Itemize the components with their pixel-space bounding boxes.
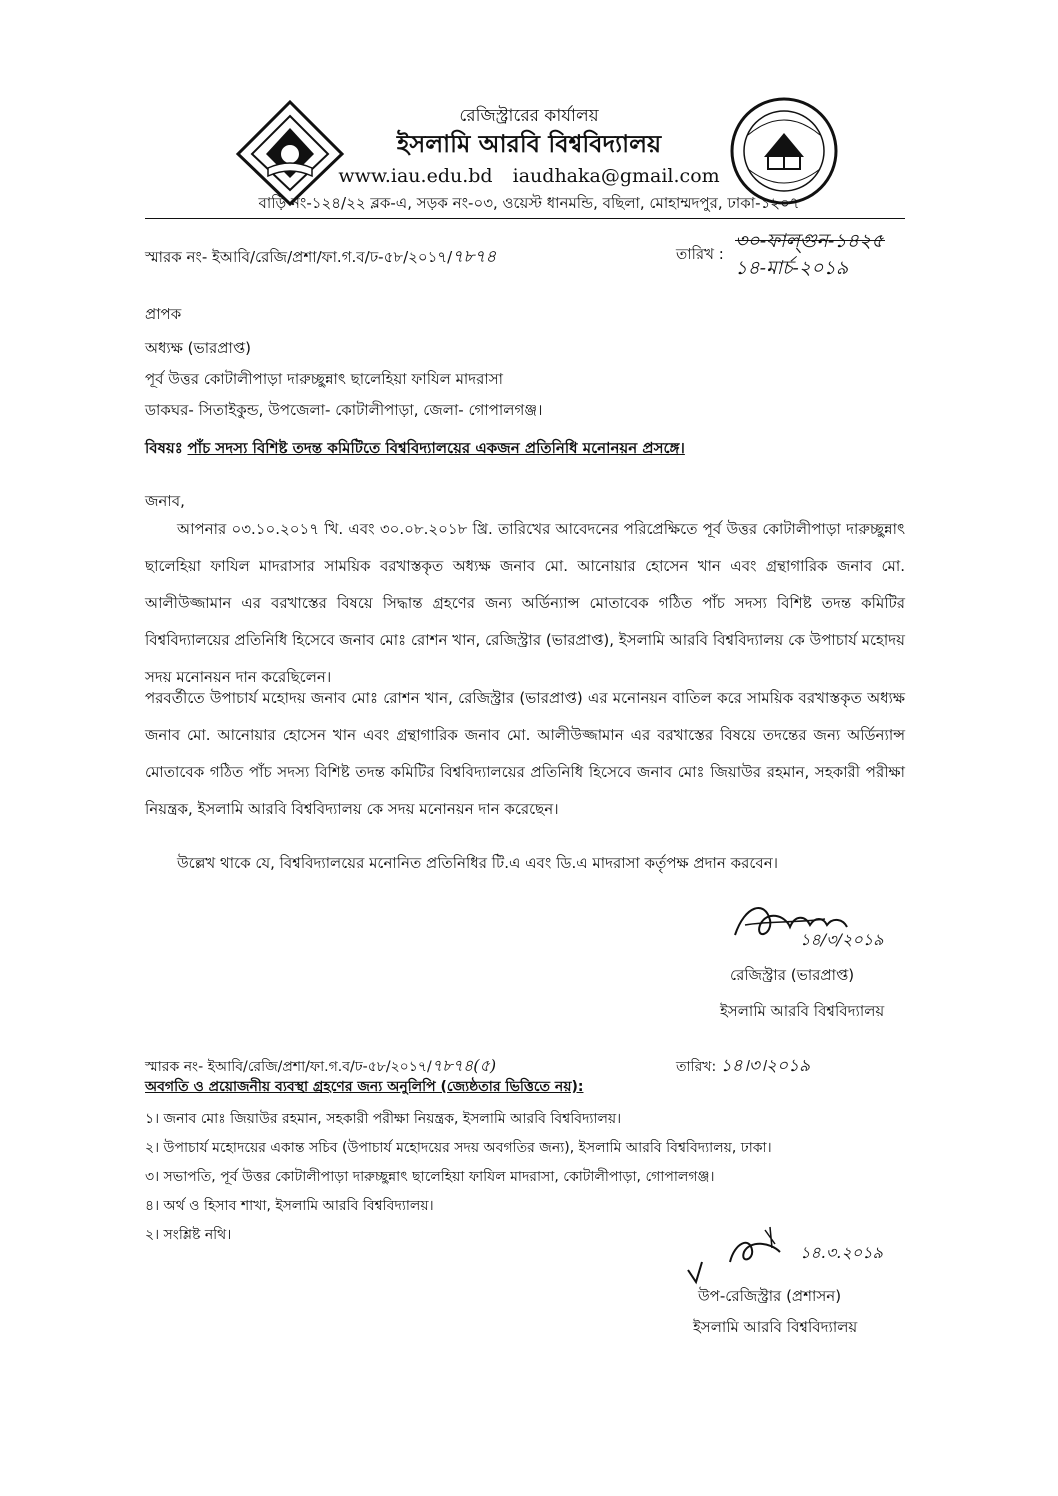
signature1-title: রেজিস্ট্রার (ভারপ্রাপ্ত): [730, 966, 855, 984]
date-english: ১৪-মার্চ-২০১৯: [735, 257, 849, 279]
university-name: ইসলামি আরবি বিশ্ববিদ্যালয়: [396, 130, 662, 158]
copy-date-label: তারিখ:: [676, 1059, 717, 1075]
subject-text: পাঁচ সদস্য বিশিষ্ট তদন্ত কমিটিতে বিশ্ববিদ্যালয়ের একজন প্রতিনিধি মনোনয়ন প্রসঙ্গে।: [187, 439, 685, 457]
copy-heading: অবগতি ও প্রয়োজনীয় ব্যবস্থা গ্রহণের জন্য অনুলিপি (জ্যেষ্ঠতার ভিত্তিতে নয়):: [145, 1079, 584, 1095]
signature2-title: উপ-রেজিস্ট্রার (প্রশাসন): [698, 1287, 842, 1305]
signature1-org: ইসলামি আরবি বিশ্ববিদ্যালয়: [720, 1002, 885, 1020]
body-paragraph-3: উল্লেখ থাকে যে, বিশ্ববিদ্যালয়ের মনোনিত প্রতিনিধির টি.এ এবং ডি.এ মাদরাসা কর্তৃপক্ষ প্রদান করবেন।: [177, 854, 779, 872]
address-line: বাড়ি নং-১২৪/২২ ব্লক-এ, সড়ক নং-০৩, ওয়েস্ট ধানমন্ডি, বছিলা, মোহাম্মদপুর, ঢাকা-১২০৭: [258, 194, 800, 212]
body-paragraph-1: আপনার ০৩.১০.২০১৭ খি. এবং ৩০.০৮.২০১৮ খ্রি. তারিখের আবেদনের পরিপ্রেক্ষিতে পূর্ব উত্তর কোটালীপাড়া দারুচ্ছুন্নাৎ ছালেহিয়া ফাযিল মাদরাসার সাময়িক বরখাস্তকৃত অধ্যক্ষ জনাব মো. আনোয়ার হোসেন খান এবং গ্রন্থাগারিক জনাব মো. আলীউজ্জামান এর বরখাস্তের বিষয়ে সিদ্ধান্ত গ্রহণের জন্য অর্ডিন্যান্স মোতাবেক গঠিত পাঁচ সদস্য বিশিষ্ট তদন্ত কমিটির বিশ্ববিদ্যালয়ের প্রতিনিধি হিসেবে জনাব মোঃ রোশন খান, রেজিস্ট্রার (ভারপ্রাপ্ত), ইসলামি আরবি বিশ্ববিদ্যালয় কে উপাচার্য মহোদয় সদয় মনোনয়ন দান করেছিলেন।: [145, 520, 905, 686]
copy-item-4: ৪। অর্থ ও হিসাব শাখা, ইসলামি আরবি বিশ্ববিদ্যালয়।: [145, 1198, 434, 1214]
copy-item-2: ২। উপাচার্য মহোদয়ের একান্ত সচিব (উপাচার্য মহোদয়ের সদয় অবগতির জন্য), ইসলামি আরবি বিশ্ববিদ্যালয়, ঢাকা।: [145, 1140, 772, 1156]
memo-number: [145, 244, 496, 272]
contact-line: [0, 165, 1058, 187]
email-link[interactable]: iaudhaka@gmail.com: [512, 165, 720, 187]
recipient-line1: অধ্যক্ষ (ভারপ্রাপ্ত): [145, 339, 252, 357]
copy-item-3: ৩। সভাপতি, পূর্ব উত্তর কোটালীপাড়া দারুচ্ছুন্নাৎ ছালেহিয়া ফাযিল মাদরাসা, কোটালীপাড়া, গোপালগঞ্জ।: [145, 1169, 715, 1185]
copy-memo-label: স্মারক নং- ইআবি/রেজি/প্রশা/ফা.গ.ব/ঢ-৫৮/২০১৭/: [145, 1059, 432, 1075]
memo-label: স্মারক নং- ইআবি/রেজি/প্রশা/ফা.গ.ব/ঢ-৫৮/২০১৭/: [145, 248, 453, 266]
signature2-date: ১৪.৩.২০১৯: [800, 1243, 883, 1262]
date-bangla: ৩০-ফাল্গুন-১৪২৫: [735, 230, 884, 252]
signature1-date: ১৪/৩/২০১৯: [800, 930, 884, 949]
copy-memo-number-handwritten: ৭৮৭৪(৫): [431, 1056, 497, 1075]
body-paragraph-2: পরবর্তীতে উপাচার্য মহোদয় জনাব মোঃ রোশন খান, রেজিস্ট্রার (ভারপ্রাপ্ত) এর মনোনয়ন বাতিল করে সাময়িক বরখাস্তকৃত অধ্যক্ষ জনাব মো. আনোয়ার হোসেন খান এবং গ্রন্থাগারিক জনাব মো. আলীউজ্জামান এর বরখাস্তের বিষয়ে তদন্তের জন্য অর্ডিন্যান্স মোতাবেক গঠিত পাঁচ সদস্য বিশিষ্ট তদন্ত কমিটির বিশ্ববিদ্যালয়ের প্রতিনিধি হিসেবে জনাব মোঃ জিয়াউর রহমান, সহকারী পরীক্ষা নিয়ন্ত্রক, ইসলামি আরবি বিশ্ববিদ্যালয় কে সদয় মনোনয়ন দান করেছেন।: [145, 689, 905, 818]
office-title: রেজিস্ট্রারের কার্যালয়: [459, 106, 599, 126]
copy-item-1: ১। জনাব মোঃ জিয়াউর রহমান, সহকারী পরীক্ষা নিয়ন্ত্রক, ইসলামি আরবি বিশ্ববিদ্যালয়।: [145, 1111, 622, 1127]
deputy-registrar-signature: [680, 1222, 800, 1292]
recipient-heading: প্রাপক: [145, 305, 182, 323]
salutation: জনাব,: [145, 492, 185, 510]
copy-item-5: ২। সংশ্লিষ্ট নথি।: [145, 1227, 232, 1243]
header-divider: [145, 218, 905, 219]
subject-line: [145, 437, 685, 462]
signature2-org: ইসলামি আরবি বিশ্ববিদ্যালয়: [693, 1318, 858, 1336]
memo-number-handwritten: ৭৮৭৪: [452, 247, 497, 267]
website-link[interactable]: www.iau.edu.bd: [338, 165, 493, 187]
recipient-line2: পূর্ব উত্তর কোটালীপাড়া দারুচ্ছুন্নাৎ ছালেহিয়া ফাযিল মাদরাসা: [145, 370, 504, 388]
recipient-line3: ডাকঘর- সিতাইকুন্ড, উপজেলা- কোটালীপাড়া, জেলা- গোপালগঞ্জ।: [145, 401, 543, 419]
copy-date-handwritten: ১৪।৩।২০১৯: [720, 1056, 811, 1076]
date-separator: [735, 240, 885, 241]
subject-label: বিষয়ঃ: [145, 439, 183, 457]
copy-date: [676, 1053, 810, 1081]
date-label: তারিখ :: [676, 245, 724, 263]
